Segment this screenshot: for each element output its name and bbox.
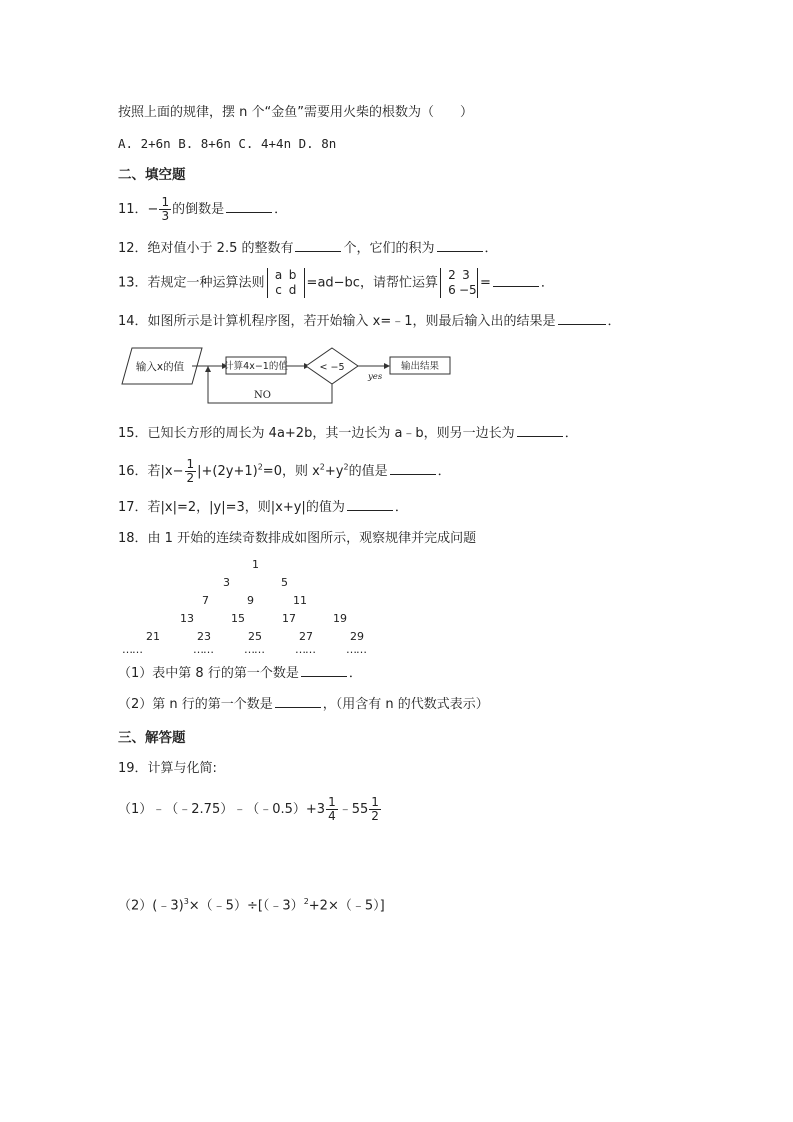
q16-frac-num: 1 [186,457,195,471]
triangle-number: 29 [350,630,364,643]
triangle-number: 21 [146,630,160,643]
q19a-f1-den: 4 [328,809,336,823]
q13-equals: = [479,275,491,291]
question-18: 18．由 1 开始的连续奇数排成如图所示，观察规律并完成问题 [118,531,477,546]
q16-text-d: =0，则 x [262,464,320,479]
flow-no-loop-head [205,366,211,372]
triangle-ellipsis: …… [346,643,366,656]
question-19: 19．计算与化简: [118,761,217,776]
q11-frac-num: 1 [161,195,170,209]
q14-text: 14．如图所示是计算机程序图，若开始输入 x=﹣1，则最后输入出的结果是 [118,314,556,329]
q13-m2-c: 6 [448,283,456,297]
q13-m2-d: −5 [458,283,477,297]
triangle-number: 19 [333,612,347,625]
q13-m1-a: a [274,268,283,282]
triangle-number: 13 [180,612,194,625]
q19a-text-b: ﹣55 [338,802,369,817]
q12-end: ． [484,241,498,256]
question-18-part-1 [118,664,362,683]
q19b-text-c: +2×（﹣5）] [308,898,385,914]
question-11 [118,196,287,223]
q16-square: 2 [257,462,263,472]
q16-text-a: 16．若 [118,464,161,479]
q16-abs-open: |x− [160,464,184,479]
triangle-number: 17 [282,612,296,625]
q12-text-a: 12．绝对值小于 2.5 的整数有 [118,241,294,256]
q19a-fraction-1 [326,796,338,823]
question-15 [118,424,578,443]
q10-stem-text: 按照上面的规律，摆 n 个“金鱼”需要用火柴的 [118,105,382,120]
q19a-f1-num: 1 [328,795,336,809]
triangle-number: 1 [252,558,259,571]
q19a-f2-den: 2 [371,809,379,823]
question-19-part-2 [118,893,385,915]
q18b-text-b: ，（用含有 n 的代数式表示） [322,697,489,712]
q16-text-f: 的值是 [348,464,388,479]
q13-m2-a: 2 [448,268,456,282]
triangle-number: 11 [293,594,307,607]
q15-answer-blank[interactable] [517,424,563,437]
q13-m1-c: c [275,283,282,297]
q19a-f2-num: 1 [371,795,379,809]
triangle-number: 7 [202,594,209,607]
q16-text-c: |+(2y+1) [197,464,258,479]
flow-arrow-yes-head [384,363,390,369]
q19b-exp-1: 3 [183,897,189,906]
triangle-number: 15 [231,612,245,625]
question-14 [118,312,621,331]
q16-end: ． [437,464,451,479]
program-flowchart [118,340,458,412]
q12-blank-1[interactable] [295,239,341,252]
q16-frac-den: 2 [186,471,195,485]
q16-y-square: 2 [343,462,349,472]
q13-end: ． [540,275,554,291]
flow-yes-label: yes [368,372,383,382]
question-12 [118,239,498,258]
triangle-ellipsis: …… [244,643,264,656]
flow-input-label: 输入x的值 [135,361,185,373]
q19a-text-a: （1）﹣（﹣2.75）﹣（﹣0.5）+3 [118,802,326,817]
q17-answer-blank[interactable] [347,498,393,511]
question-19-part-1 [118,796,382,823]
question-17 [118,498,408,517]
q18b-text-a: （2）第 n 行的第一个数是 [118,697,273,712]
q13-m2-b: 3 [462,268,470,282]
q14-answer-blank[interactable] [558,312,606,325]
q11-frac-den: 3 [161,209,170,223]
q15-end: ． [564,426,578,441]
flow-no-label: NO [254,390,271,401]
flow-compute-label: 计算4x−1的值 [224,361,288,372]
q11-number: 11． [118,202,148,217]
question-18-part-2 [118,695,489,714]
q11-answer-blank[interactable] [226,200,272,213]
q19b-text-b: ×（﹣5）÷[（﹣3） [188,898,304,914]
q11-minus: − [147,202,159,217]
q19a-fraction-2 [369,796,381,823]
triangle-number: 25 [248,630,262,643]
question-10-stem [118,104,473,122]
q18b-answer-blank[interactable] [275,695,321,708]
section-fill-in-title: 二、填空题 [118,167,186,183]
q15-text: 15．已知长方形的周长为 4a+2b，其一边长为 a﹣b，则另一边长为 [118,426,515,441]
triangle-ellipsis: …… [122,643,142,656]
q12-text-b: 个，它们的积为 [343,241,435,256]
triangle-number: 3 [223,576,230,589]
q13-answer-blank[interactable] [493,274,539,287]
q19b-exp-2: 2 [303,897,309,906]
question-10-options: A. 2+6n B. 8+6n C. 4+4n D. 8n [118,136,337,151]
q12-blank-2[interactable] [437,239,483,252]
q13-text-a: 13．若规定一种运算法则 [118,275,265,291]
q13-matrix-1 [267,268,305,298]
q17-text: 17．若|x|=2，|y|=3，则|x+y|的值为 [118,500,345,515]
q18a-label: （1） [118,666,153,681]
q11-end: ． [274,202,288,217]
q18a-answer-blank[interactable] [301,664,347,677]
q14-end: ． [607,314,621,329]
q19b-text-a: （2）(﹣3) [118,898,184,914]
q13-m1-d: d [288,283,297,297]
q11-fraction [159,196,171,223]
q10-stem-tail: 根数为（ ） [381,105,473,120]
q16-x-square: 2 [319,462,325,472]
q11-text: 的倒数是 [172,202,225,217]
q13-matrix-2 [440,268,478,298]
triangle-number: 5 [281,576,288,589]
q16-fraction [185,458,197,485]
q18a-text: 表中第 8 行的第一个数是 [152,666,299,681]
section-solution-title: 三、解答题 [118,730,186,746]
triangle-number: 27 [299,630,313,643]
q13-text-b: =ad−bc，请帮忙运算 [306,275,438,291]
flow-output-label: 输出结果 [400,361,440,372]
triangle-ellipsis: …… [295,643,315,656]
question-16 [118,458,451,485]
triangle-ellipsis: …… [193,643,213,656]
triangle-number: 23 [197,630,211,643]
q18a-end: ． [348,666,362,681]
flow-condition-label: < −5 [319,362,345,373]
q17-end: ． [394,500,408,515]
q16-answer-blank[interactable] [390,462,436,475]
q16-text-e: +y [324,464,344,479]
q13-m1-b: b [288,268,297,282]
triangle-number: 9 [247,594,254,607]
question-13 [118,268,554,298]
